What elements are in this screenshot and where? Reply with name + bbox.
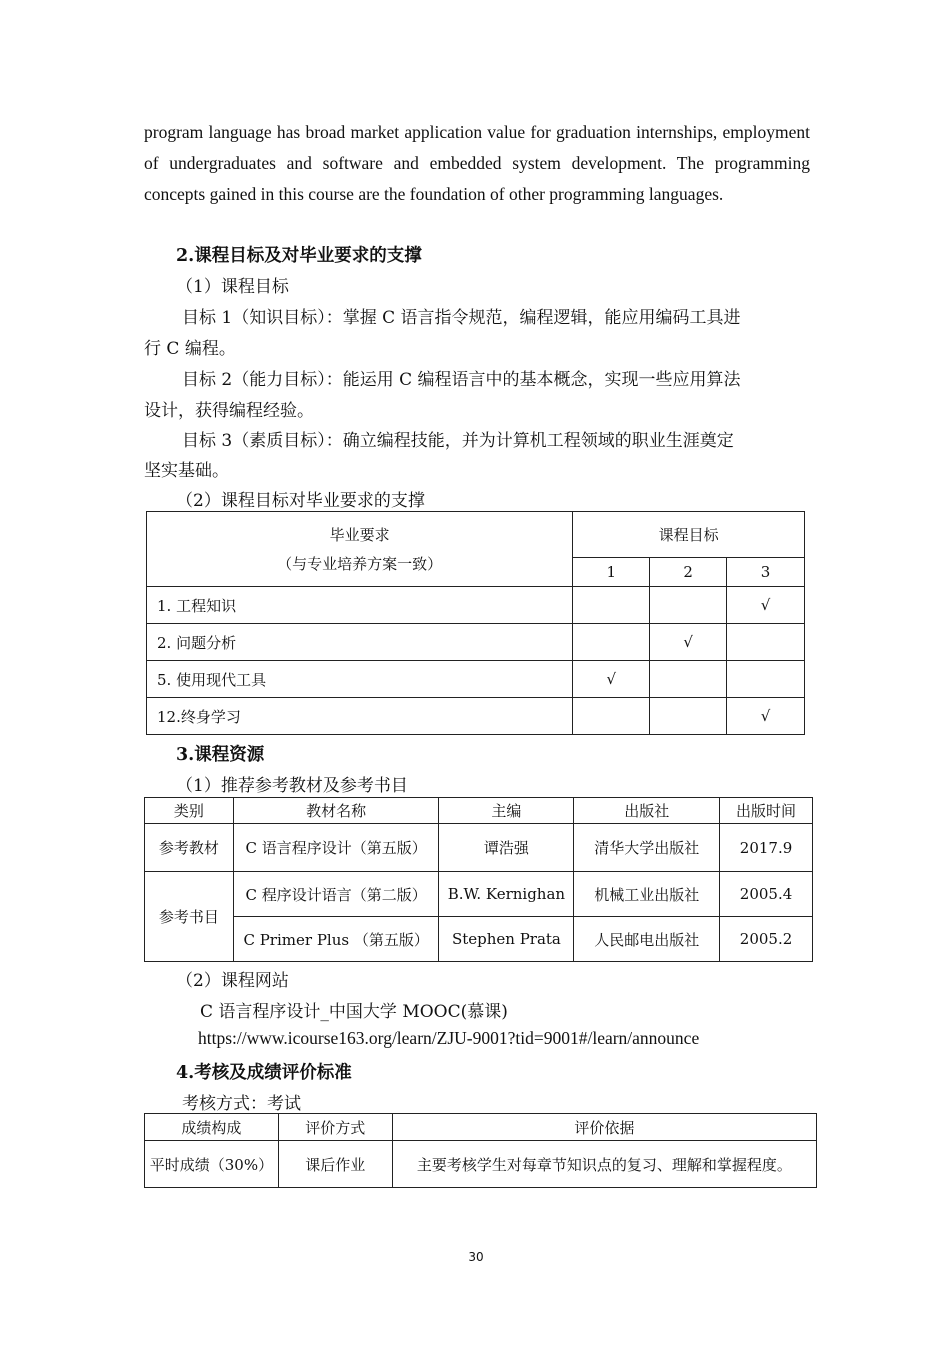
check-cell: √: [573, 661, 650, 698]
check-cell: [573, 624, 650, 661]
table-row: [147, 587, 805, 624]
col-header: 评价依据: [392, 1114, 816, 1141]
goal-col-2: 2: [650, 558, 727, 587]
req-cell: 12.终身学习: [147, 698, 573, 735]
check-cell: √: [727, 587, 805, 624]
book-date: 2005.4: [720, 872, 813, 917]
site-name: C 语言程序设计_中国大学 MOOC(慕课): [200, 1002, 508, 1022]
col-header: 教材名称: [233, 798, 439, 824]
col-header: 评价方式: [278, 1114, 392, 1141]
assessment-method: 考核方式：考试: [182, 1094, 301, 1114]
check-cell: [727, 624, 805, 661]
goal1-line2: 行 C 编程。: [144, 339, 236, 359]
book-publisher: 人民邮电出版社: [574, 917, 720, 962]
goal3-line1: 目标 3（素质目标）：确立编程技能，并为计算机工程领域的职业生涯奠定: [182, 431, 734, 451]
check-cell: [650, 698, 727, 735]
category-cell: 参考书目: [145, 872, 234, 962]
col-header: 成绩构成: [145, 1114, 279, 1141]
intro-paragraph: program language has broad market application value for graduation internships, employment of undergraduates and software and embedded system development. The programming concepts gained in this course are the foundation of other programming languages.: [144, 122, 810, 204]
book-name: C Primer Plus （第五版）: [233, 917, 439, 962]
table-row: [145, 872, 813, 917]
book-name: C 程序设计语言（第二版）: [233, 872, 439, 917]
goal-col-1: 1: [573, 558, 650, 587]
table-row: [147, 661, 805, 698]
table-row: [147, 624, 805, 661]
goal2-line2: 设计，获得编程经验。: [144, 401, 314, 421]
col-header: 出版时间: [720, 798, 813, 824]
col-header: 类别: [145, 798, 234, 824]
req-header-line1: 毕业要求: [329, 526, 390, 544]
section3-sub2: （2）课程网站: [176, 971, 289, 991]
book-date: 2017.9: [720, 824, 813, 872]
check-cell: [650, 661, 727, 698]
col-header: 出版社: [574, 798, 720, 824]
check-cell: √: [650, 624, 727, 661]
grading-table: [144, 1113, 817, 1188]
goal1-line1: 目标 1（知识目标）：掌握 C 语言指令规范，编程逻辑，能应用编码工具进: [182, 308, 741, 328]
check-cell: √: [727, 698, 805, 735]
req-cell: 5. 使用现代工具: [147, 661, 573, 698]
table-row: [147, 698, 805, 735]
check-cell: [650, 587, 727, 624]
site-url-link[interactable]: https://www.icourse163.org/learn/ZJU-9001?tid=9001#/learn/announce: [198, 1028, 700, 1048]
req-header-cell: [147, 512, 573, 587]
page-number: 30: [468, 1250, 484, 1264]
section2-sub2: （2）课程目标对毕业要求的支撑: [176, 491, 425, 511]
req-cell: 1. 工程知识: [147, 587, 573, 624]
book-date: 2005.2: [720, 917, 813, 962]
req-cell: 2. 问题分析: [147, 624, 573, 661]
textbooks-table: [144, 797, 813, 962]
section2-heading: 2.课程目标及对毕业要求的支撑: [176, 246, 422, 266]
section4-heading: 4.考核及成绩评价标准: [176, 1063, 352, 1083]
table-row: [145, 824, 813, 872]
book-name: C 语言程序设计（第五版）: [233, 824, 439, 872]
section2-sub1: （1）课程目标: [176, 277, 289, 297]
book-editor: Stephen Prata: [439, 917, 574, 962]
goals-support-table: [146, 511, 805, 735]
goal-col-3: 3: [727, 558, 805, 587]
grade-basis: 主要考核学生对每章节知识点的复习、理解和掌握程度。: [392, 1141, 816, 1188]
col-header: 主编: [439, 798, 574, 824]
category-cell: 参考教材: [145, 824, 234, 872]
book-editor: 谭浩强: [439, 824, 574, 872]
table-row: [145, 917, 813, 962]
check-cell: [573, 698, 650, 735]
check-cell: [573, 587, 650, 624]
req-header-line2: （与专业培养方案一致）: [277, 555, 443, 573]
grade-component: 平时成绩（30%）: [145, 1141, 279, 1188]
goals-header: 课程目标: [573, 512, 805, 558]
goal2-line1: 目标 2（能力目标）：能运用 C 编程语言中的基本概念，实现一些应用算法: [182, 370, 741, 390]
section3-heading: 3.课程资源: [176, 745, 265, 765]
section3-sub1: （1）推荐参考教材及参考书目: [176, 776, 408, 796]
check-cell: [727, 661, 805, 698]
book-editor: B.W. Kernighan: [439, 872, 574, 917]
table-row: [145, 1141, 817, 1188]
book-publisher: 清华大学出版社: [574, 824, 720, 872]
grade-method: 课后作业: [278, 1141, 392, 1188]
book-publisher: 机械工业出版社: [574, 872, 720, 917]
goal3-line2: 坚实基础。: [144, 461, 229, 481]
